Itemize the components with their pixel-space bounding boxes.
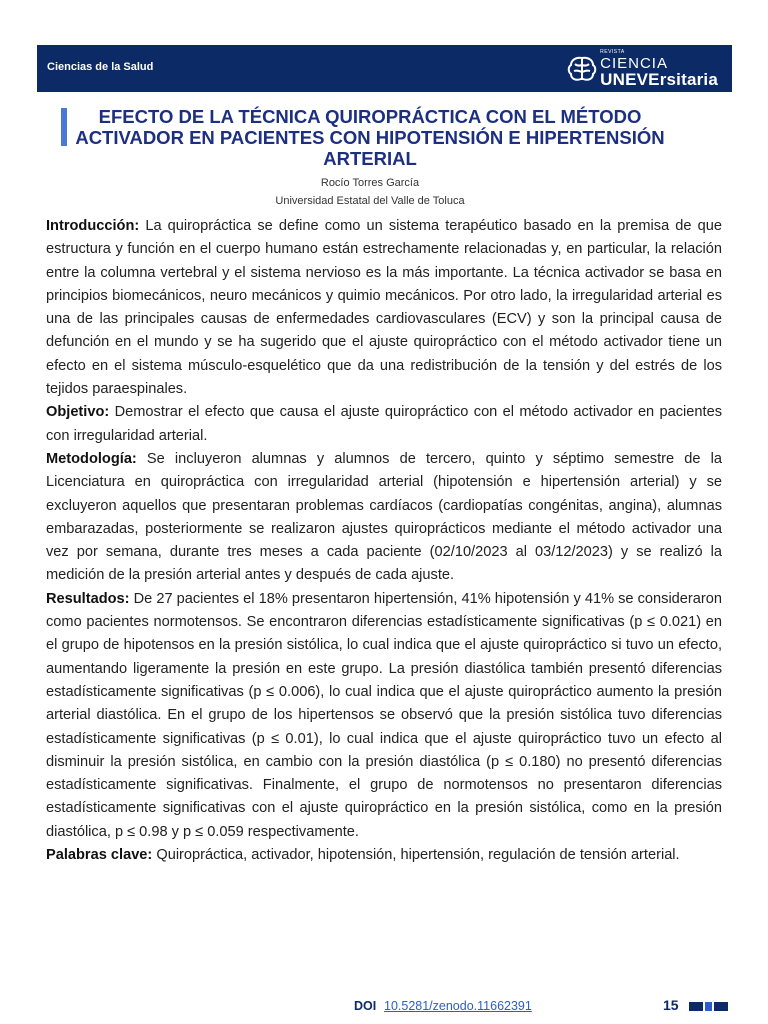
logo-universitaria: UNEVErsitaria <box>600 70 718 89</box>
abstract-body <box>46 215 722 867</box>
section-resultados <box>46 588 722 844</box>
page-footer <box>0 997 768 1017</box>
author-affiliation: Universidad Estatal del Valle de Toluca <box>275 195 465 207</box>
brain-icon <box>566 54 598 84</box>
section-palabras-clave <box>46 844 722 867</box>
page-mark <box>714 1002 728 1011</box>
title-accent-bar <box>61 108 67 146</box>
section-label-resultados: Resultados: <box>46 590 130 607</box>
section-text-objetivo: Demostrar el efecto que causa el ajuste quiropráctico con el método activador en pacientes con irregularidad arterial. <box>46 404 722 444</box>
section-label-palabras-clave: Palabras clave: <box>46 847 153 864</box>
page-marks <box>689 1002 728 1011</box>
doi-link[interactable]: 10.5281/zenodo.11662391 <box>384 999 532 1013</box>
section-text-metodologia: Se incluyeron alumnas y alumnos de tercero, quinto y séptimo semestre de la Licenciatura en quiropráctica con irregularidad arterial (hipotensión e hipertensión arterial) y se excluyeron aquellos que presentaran problemas cardíacos (cardiopatías congénitas, angina), alumnas embarazadas, posteriormente se realizaron ajustes quiroprácticos mediante el método activador una vez por semana, durante tres meses a cada paciente (02/10/2023 al 03/12/2023) y se realizó la medición de la presión arterial antes y después de cada ajuste. <box>46 450 722 584</box>
section-text-introduccion: La quiropráctica se define como un sistema terapéutico basado en la premisa de que estructura y función en el cuerpo humano están estrechamente relacionadas y, en particular, la relación entre la columna vertebral y el sistema nervioso es la más importante. La técnica activador se basa en principios biomecánicos, neuro mecánicos y quimio mecánicos. Por otro lado, la irregularidad arterial es una de las principales causas de enfermedades cardiovasculares (ECV) y son la principal causa de defunción en el mundo y se ha sugerido que el ajuste quiropráctico con el método activador tiene un efecto en el sistema músculo-esquelético que da una redistribución de la tensión y del estrés de los tejidos paraespinales. <box>46 218 722 398</box>
section-label-metodologia: Metodología: <box>46 450 137 467</box>
section-text-palabras-clave: Quiropráctica, activador, hipotensión, hipertensión, regulación de tensión arterial. <box>152 847 680 864</box>
section-label-introduccion: Introducción: <box>46 218 140 234</box>
page-number: 15 <box>663 997 679 1013</box>
section-label-objetivo: Objetivo: <box>46 404 110 421</box>
header-bar <box>37 45 732 92</box>
page-mark <box>689 1002 703 1011</box>
logo-ciencia: CIENCIA <box>600 55 668 72</box>
section-label: Ciencias de la Salud <box>47 61 154 73</box>
article-title: EFECTO DE LA TÉCNICA QUIROPRÁCTICA CON EL MÉTODO ACTIVADOR EN PACIENTES CON HIPOTENSIÓN E HIPERTENSIÓN ARTERIAL <box>75 106 665 169</box>
page-mark <box>705 1002 712 1011</box>
author-name: Rocío Torres García <box>320 177 420 189</box>
doi-label: DOI <box>354 999 377 1013</box>
section-metodologia <box>46 448 722 588</box>
journal-logo <box>566 48 718 90</box>
section-text-resultados: De 27 pacientes el 18% presentaron hipertensión, 41% hipotensión y 41% se consideraron como pacientes normotensos. Se encontraron diferencias estadísticamente significativas (p ≤ 0.021) en el grupo de hipotensos en la presión sistólica, lo cual indica que el ajuste quiropráctico si tuvo un efecto, aumentando ligeramente la presión en este grupo. La presión diastólica también presentó diferencias estadísticamente significativas (p ≤ 0.006), lo cual indica que el ajuste quiropráctico aumento la presión arterial diastólica. En el grupo de los hipertensos se observó que la presión sistólica tuvo diferencias estadísticamente significativas (p ≤ 0.01), lo cual indica que el ajuste quiropráctico tuvo un efecto al disminuir la presión sistólica, en cambio con la presión diastólica (p ≤ 0.180) no presentó diferencias estadísticamente significativas. Finalmente, el grupo de normotensos no presentaron diferencias estadísticamente significativas con el ajuste quiropráctico en la presión sistólica, como en la presión diastólica, p ≤ 0.98 y p ≤ 0.059 respectivamente. <box>46 590 722 840</box>
logo-revista: REVISTA <box>600 49 625 55</box>
section-objetivo <box>46 401 722 448</box>
section-introduccion <box>46 215 722 401</box>
